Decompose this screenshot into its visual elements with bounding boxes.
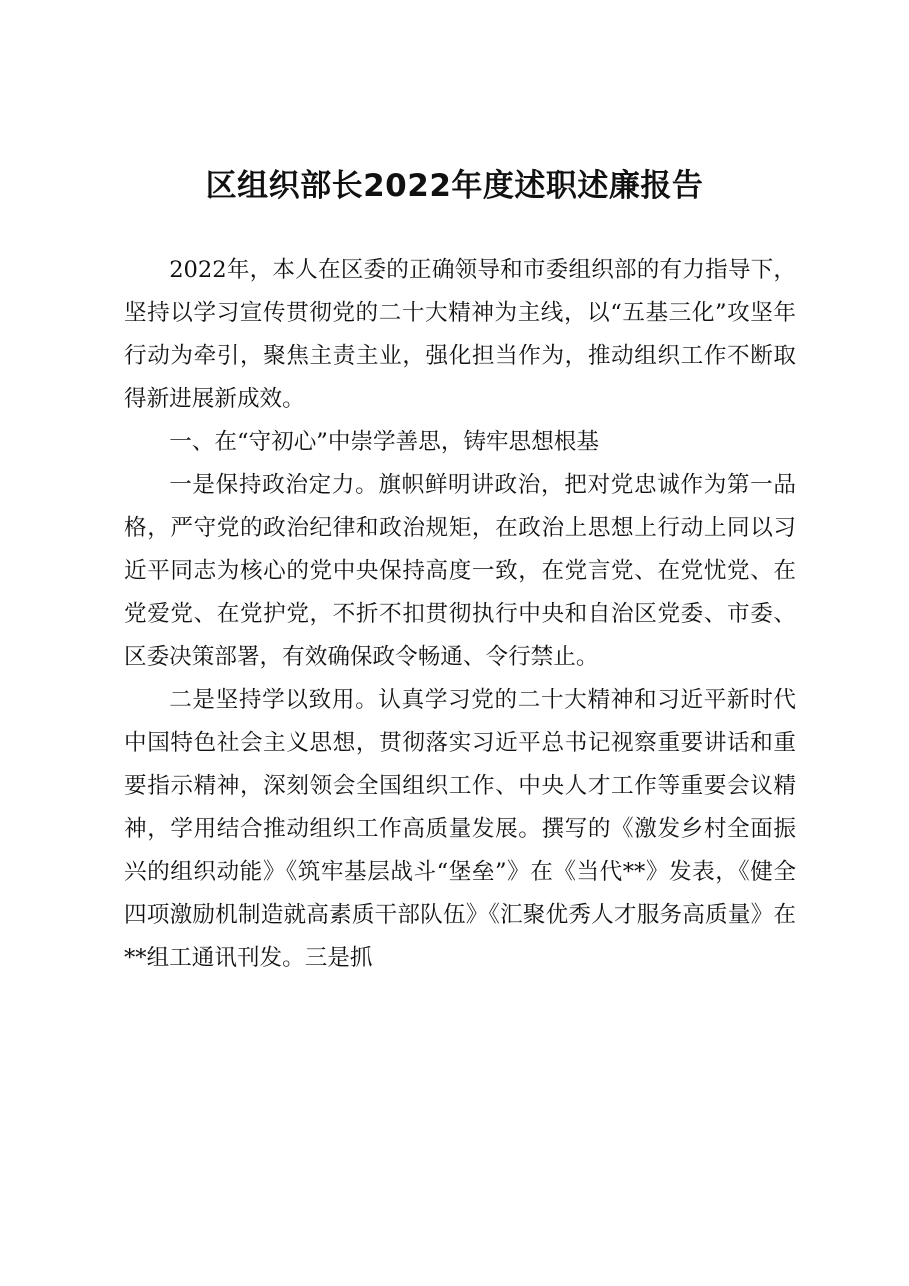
paragraph-intro: 2022年，本人在区委的正确领导和市委组织部的有力指导下，坚持以学习宣传贯彻党的二十大精神为主线，以“五基三化”攻坚年行动为牵引，聚焦主责主业，强化担当作为，推动组织工作不断取得新进展新成效。 <box>124 257 796 412</box>
paragraph-study-application: 二是坚持学以致用。认真学习党的二十大精神和习近平新时代中国特色社会主义思想，贯彻落实习近平总书记视察重要讲话和重要指示精神，深刻领会全国组织工作、中央人才工作等重要会议精神，学用结合推动组织工作高质量发展。撰写的《激发乡村全面振兴的组织动能》《筑牢基层战斗“堡垒”》在《当代**》发表，《健全四项激励机制造就高素质干部队伍》《汇聚优秀人才服务高质量》在**组工通讯刊发。三是抓 <box>124 687 796 971</box>
document-body <box>124 249 796 980</box>
section-heading-1: 一、在“守初心”中崇学善思，铸牢思想根基 <box>169 429 599 455</box>
document-title: 区组织部长2022年度述职述廉报告 <box>205 168 704 204</box>
paragraph-political-stance: 一是保持政治定力。旗帜鲜明讲政治，把对党忠诚作为第一品格，严守党的政治纪律和政治规矩，在政治上思想上行动上同以习近平同志为核心的党中央保持高度一致，在党言党、在党忧党、在党爱党、在党护党，不折不扣贯彻执行中央和自治区党委、市委、区委决策部署，有效确保政令畅通、令行禁止。 <box>124 472 796 670</box>
